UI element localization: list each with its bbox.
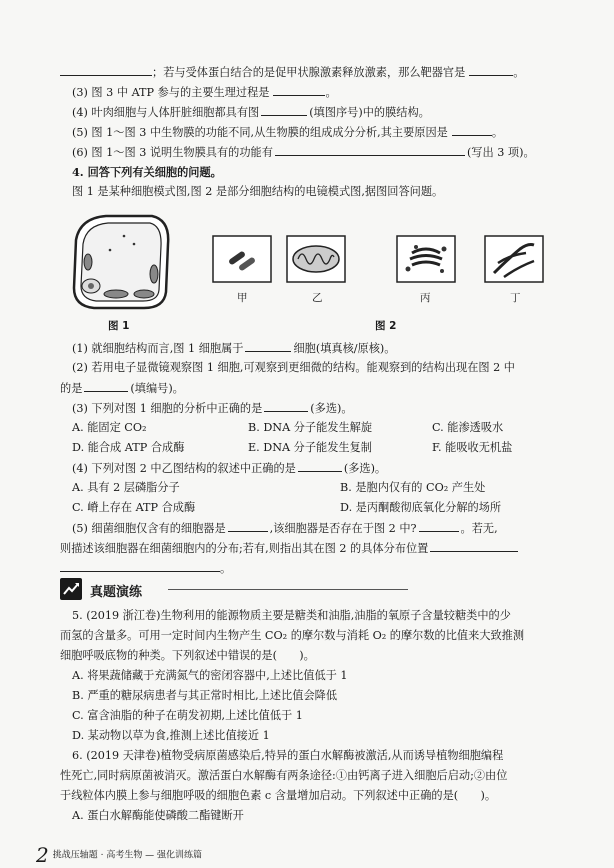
q3-part6: (6) 图 1～图 3 说明生物膜具有的功能有 (写出 3 项)。	[72, 146, 535, 159]
figure-2-caption: 图 2	[375, 320, 397, 332]
q4-p4-option-c: C. 嵴上存在 ATP 合成酶	[72, 501, 196, 514]
answer-blank[interactable]	[452, 124, 492, 136]
q4-part2-cont: 的是 (填编号)。	[60, 382, 184, 395]
question-4-title: 4. 回答下列有关细胞的问题。	[72, 165, 222, 179]
q4-p3-option-d: D. 能合成 ATP 合成酶	[72, 441, 185, 454]
q4-part5-end: 。	[60, 560, 592, 577]
answer-blank[interactable]	[469, 64, 513, 76]
trend-chart-icon	[60, 578, 82, 600]
page-footer	[36, 843, 202, 867]
q6-text-3: 于线粒体内膜上参与细胞呼吸的细胞色素 c 含量增加启动。下列叙述中正确的是( )。	[60, 789, 497, 802]
q4-p4-option-b: B. 是胞内仅有的 CO₂ 产生处	[340, 481, 486, 494]
answer-blank[interactable]	[430, 540, 518, 552]
section-rule	[168, 589, 408, 590]
answer-blank[interactable]	[273, 84, 325, 96]
answer-blank[interactable]	[419, 520, 459, 532]
answer-blank[interactable]	[60, 64, 152, 76]
q5-option-d: D. 某动物以草为食,推测上述比值接近 1	[72, 729, 270, 742]
answer-blank[interactable]	[84, 380, 128, 392]
answer-blank[interactable]	[228, 520, 268, 532]
q5-text-1: 5. (2019 浙江卷)生物利用的能源物质主要是糖类和油脂,油脂的氧原子含量较糖类中的少	[72, 609, 511, 622]
answer-blank[interactable]	[264, 400, 308, 412]
q6-option-a: A. 蛋白水解酶能使磷酸二酯键断开	[72, 809, 244, 822]
line-1: ；若与受体蛋白结合的是促甲状腺激素释放激素，那么靶器官是 。	[60, 64, 592, 81]
q4-p4-option-d: D. 是丙酮酸彻底氧化分解的场所	[340, 501, 502, 514]
q3-part3: (3) 图 3 中 ATP 参与的主要生理过程是 。	[72, 86, 337, 99]
figure-2-label-bing: 丙	[420, 292, 431, 304]
q6-text-1: 6. (2019 天津卷)植物受病原菌感染后,特异的蛋白水解酶被激活,从而诱导植物细胞编程	[72, 749, 504, 762]
q4-p3-option-e: E. DNA 分子能发生复制	[248, 441, 372, 454]
q4-p4-option-a: A. 具有 2 层磷脂分子	[72, 481, 180, 494]
q5-option-a: A. 将果蔬储藏于充满氮气的密闭容器中,上述比值低于 1	[72, 669, 348, 682]
figure-1-cell-diagram	[66, 210, 178, 312]
answer-blank[interactable]	[298, 460, 342, 472]
q5-option-b: B. 严重的糖尿病患者与其正常时相比,上述比值会降低	[72, 689, 338, 702]
figure-2-label-yi: 乙	[312, 292, 323, 304]
figure-2-organelle-ding	[484, 235, 544, 283]
q4-part4: (4) 下列对图 2 中乙图结构的叙述中正确的是 (多选)。	[72, 462, 387, 475]
section-header	[60, 578, 360, 602]
q4-part5-cont: 则描述该细胞器在细菌细胞内的分布;若有,则指出其在图 2 的具体分布位置	[60, 540, 592, 557]
q5-option-c: C. 富含油脂的种子在萌发初期,上述比值低于 1	[72, 709, 303, 722]
figure-2-label-ding: 丁	[510, 292, 521, 304]
footer-title: 挑战压轴题 · 高考生物 — 强化训练篇	[52, 850, 203, 861]
q4-p3-option-c: C. 能渗透吸水	[432, 421, 504, 434]
answer-blank[interactable]	[261, 104, 307, 116]
q5-text-3: 细胞呼吸底物的种类。下列叙述中错误的是( )。	[60, 649, 315, 662]
q3-part4: (4) 叶肉细胞与人体肝脏细胞都具有图 (填图序号)中的膜结构。	[72, 106, 430, 119]
answer-blank[interactable]	[245, 340, 291, 352]
figure-2-organelle-jia	[212, 235, 272, 283]
q4-part1: (1) 就细胞结构而言,图 1 细胞属于 细胞(填真核/原核)。	[72, 342, 396, 355]
q4-p3-option-f: F. 能吸收无机盐	[432, 441, 513, 454]
q4-p3-option-a: A. 能固定 CO₂	[72, 421, 147, 434]
answer-blank[interactable]	[275, 144, 465, 156]
figure-2-organelle-yi	[286, 235, 346, 283]
figure-2-organelle-bing	[396, 235, 456, 283]
q4-part5: (5) 细菌细胞仅含有的细胞器是 ,该细胞器是否存在于图 2 中? 。若无,	[72, 522, 498, 535]
figure-2-label-jia: 甲	[237, 292, 248, 304]
section-title: 真题演练	[90, 585, 143, 600]
figure-1-caption: 图 1	[108, 320, 130, 332]
q4-part2: (2) 若用电子显微镜观察图 1 细胞,可观察到更细微的结构。能观察到的结构出现在图 2 中	[72, 361, 515, 374]
answer-blank[interactable]	[60, 560, 220, 572]
q6-text-2: 性死亡,同时病原菌被消灭。激活蛋白水解酶有两条途径:①由钙离子进入细胞后启动;②由位	[60, 769, 508, 782]
q4-part3: (3) 下列对图 1 细胞的分析中正确的是 (多选)。	[72, 402, 353, 415]
q5-text-2: 而氢的含量多。可用一定时间内生物产生 CO₂ 的摩尔数与消耗 O₂ 的摩尔数的比值来大致推测	[60, 629, 525, 642]
question-4-intro: 图 1 是某种细胞模式图,图 2 是部分细胞结构的电镜模式图,据图回答问题。	[72, 185, 444, 198]
q3-part5: (5) 图 1～图 3 中生物膜的功能不同,从生物膜的组成成分分析,其主要原因是 。	[72, 126, 504, 139]
q4-p3-option-b: B. DNA 分子能发生解旋	[248, 421, 373, 434]
page-number: 2	[36, 843, 49, 867]
